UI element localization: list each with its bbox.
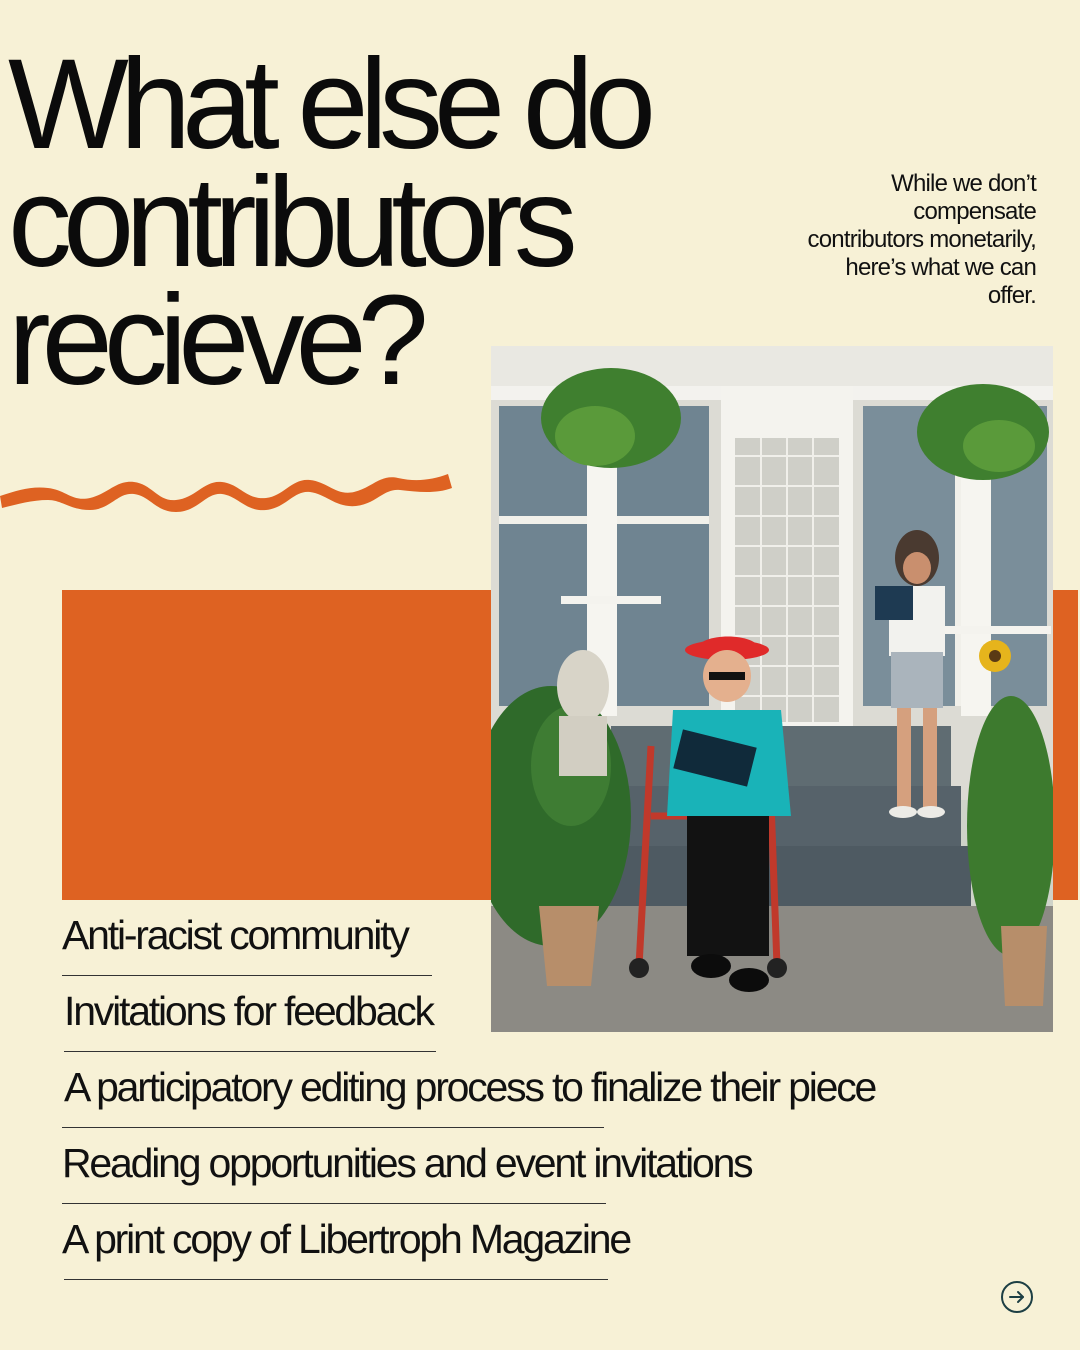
headline-line-3: recieve? — [8, 269, 420, 412]
offer-item — [62, 981, 875, 1057]
offer-text: Reading opportunities and event invitations — [62, 1140, 752, 1186]
offer-item — [62, 1209, 875, 1285]
divider — [62, 975, 432, 976]
next-button[interactable] — [1001, 1281, 1033, 1313]
offer-text: A print copy of Libertroph Magazine — [62, 1216, 630, 1262]
headline-line-1: What else do — [8, 33, 648, 176]
offer-text: A participatory editing process to finalize their piece — [64, 1064, 876, 1110]
divider — [64, 1279, 608, 1280]
offer-text: Anti-racist community — [62, 912, 408, 958]
offer-text: Invitations for feedback — [64, 988, 433, 1034]
headline-line-2: contributors — [8, 151, 569, 294]
divider — [62, 1203, 606, 1204]
offer-item — [62, 1133, 875, 1209]
divider — [64, 1051, 436, 1052]
offer-item — [62, 905, 875, 981]
offer-list — [62, 905, 875, 1285]
intro-text: While we don’t compensate contributors monetarily, here’s what we can offer. — [807, 170, 1036, 309]
squiggle-decoration-icon — [0, 462, 460, 522]
offer-item — [62, 1057, 875, 1133]
arrow-right-icon — [1007, 1287, 1027, 1307]
divider — [62, 1127, 604, 1128]
